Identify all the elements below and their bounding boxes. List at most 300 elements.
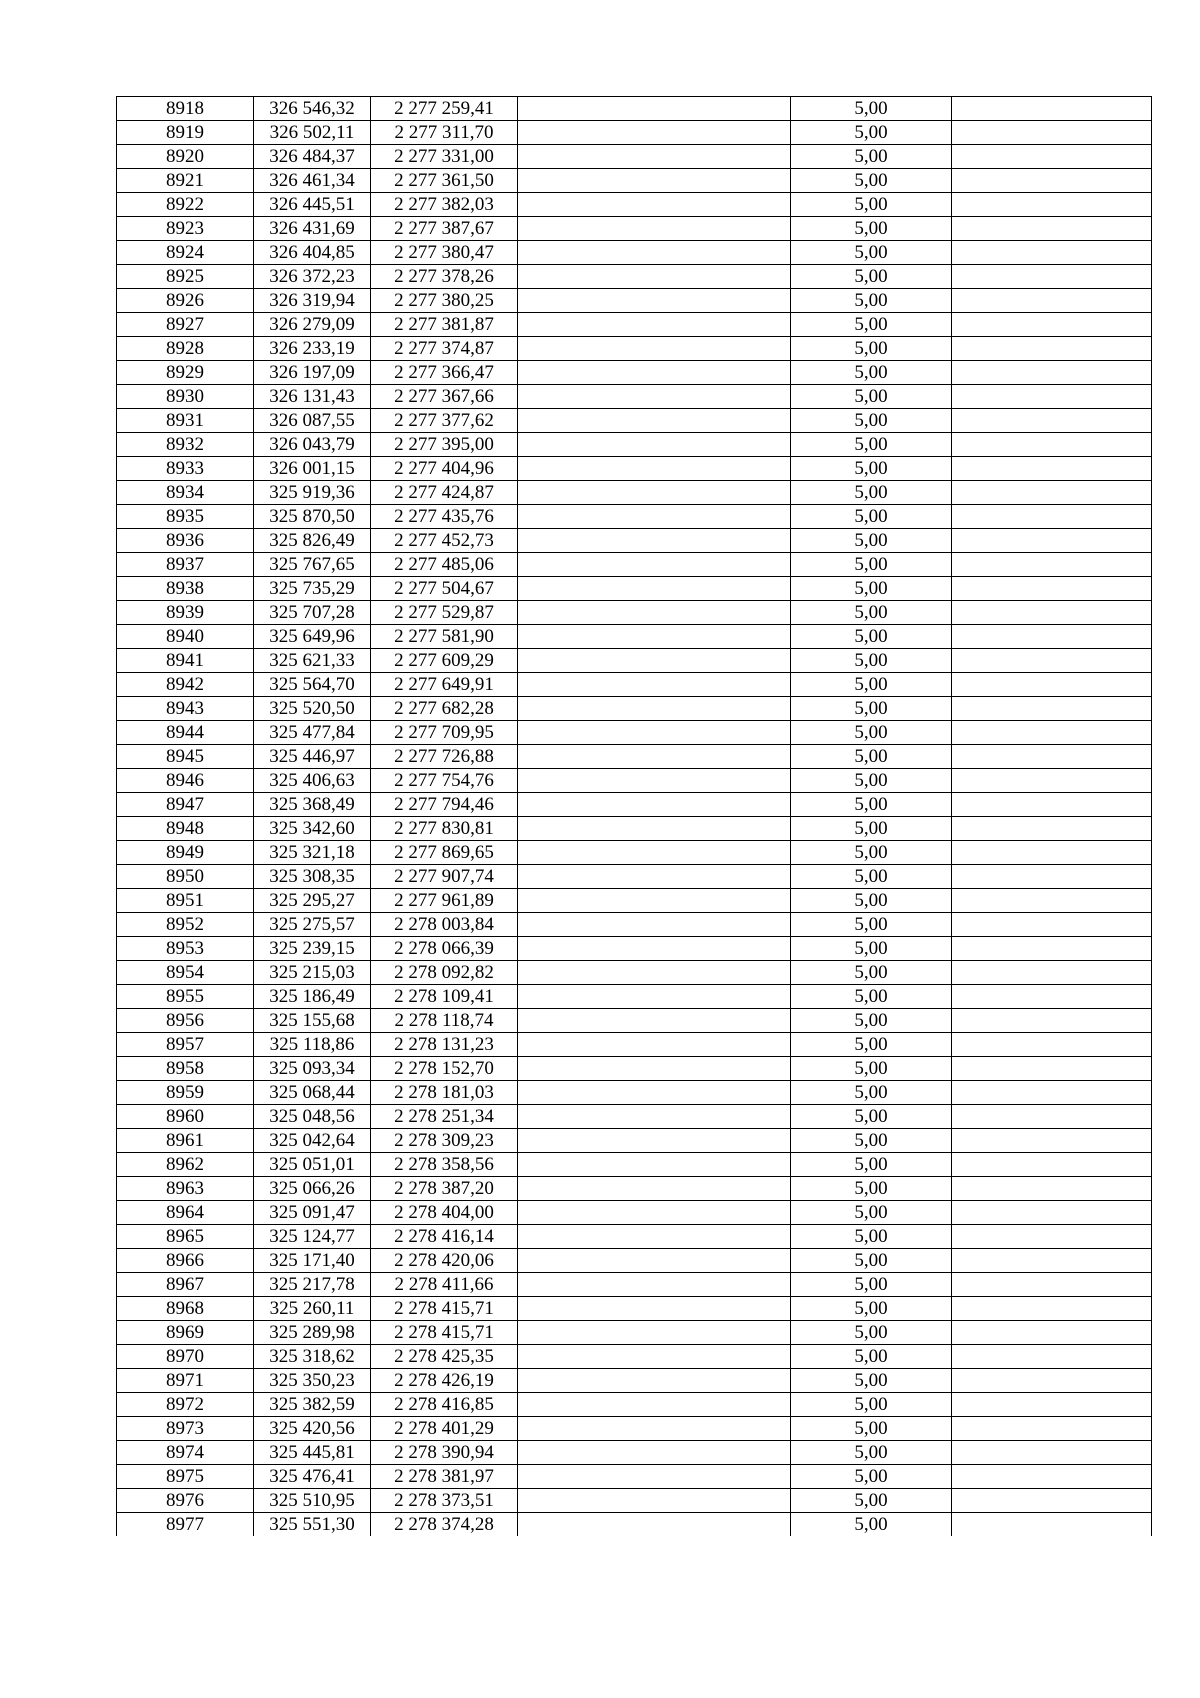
- empty-cell: [518, 1105, 791, 1129]
- point-number-cell: 8939: [117, 601, 254, 625]
- point-number-cell: 8922: [117, 193, 254, 217]
- value-cell: 5,00: [791, 769, 952, 793]
- empty-cell: [518, 721, 791, 745]
- x-coordinate-cell: 325 155,68: [254, 1009, 371, 1033]
- table-row: [117, 721, 1152, 745]
- y-coordinate-cell: 2 277 381,87: [371, 313, 518, 337]
- empty-cell: [952, 985, 1152, 1009]
- empty-cell: [518, 361, 791, 385]
- value-cell: 5,00: [791, 889, 952, 913]
- value-cell: 5,00: [791, 961, 952, 985]
- table-row: [117, 121, 1152, 145]
- empty-cell: [952, 961, 1152, 985]
- value-cell: 5,00: [791, 1273, 952, 1297]
- empty-cell: [518, 145, 791, 169]
- y-coordinate-cell: 2 278 425,35: [371, 1345, 518, 1369]
- empty-cell: [952, 769, 1152, 793]
- y-coordinate-cell: 2 277 378,26: [371, 265, 518, 289]
- empty-cell: [952, 1489, 1152, 1513]
- x-coordinate-cell: 325 350,23: [254, 1369, 371, 1393]
- coordinates-table: [116, 96, 1152, 1536]
- point-number-cell: 8936: [117, 529, 254, 553]
- empty-cell: [952, 145, 1152, 169]
- table-row: [117, 961, 1152, 985]
- empty-cell: [952, 433, 1152, 457]
- y-coordinate-cell: 2 277 424,87: [371, 481, 518, 505]
- empty-cell: [518, 673, 791, 697]
- empty-cell: [518, 337, 791, 361]
- table-row: [117, 625, 1152, 649]
- empty-cell: [952, 313, 1152, 337]
- empty-cell: [952, 697, 1152, 721]
- y-coordinate-cell: 2 278 415,71: [371, 1321, 518, 1345]
- point-number-cell: 8952: [117, 913, 254, 937]
- y-coordinate-cell: 2 278 416,14: [371, 1225, 518, 1249]
- x-coordinate-cell: 325 321,18: [254, 841, 371, 865]
- y-coordinate-cell: 2 277 529,87: [371, 601, 518, 625]
- x-coordinate-cell: 325 093,34: [254, 1057, 371, 1081]
- empty-cell: [518, 409, 791, 433]
- value-cell: 5,00: [791, 553, 952, 577]
- table-row: [117, 529, 1152, 553]
- point-number-cell: 8972: [117, 1393, 254, 1417]
- x-coordinate-cell: 326 197,09: [254, 361, 371, 385]
- x-coordinate-cell: 326 043,79: [254, 433, 371, 457]
- y-coordinate-cell: 2 278 415,71: [371, 1297, 518, 1321]
- empty-cell: [952, 721, 1152, 745]
- point-number-cell: 8976: [117, 1489, 254, 1513]
- point-number-cell: 8934: [117, 481, 254, 505]
- empty-cell: [518, 697, 791, 721]
- empty-cell: [952, 1081, 1152, 1105]
- empty-cell: [518, 985, 791, 1009]
- value-cell: 5,00: [791, 1393, 952, 1417]
- y-coordinate-cell: 2 278 387,20: [371, 1177, 518, 1201]
- empty-cell: [518, 1249, 791, 1273]
- empty-cell: [952, 361, 1152, 385]
- y-coordinate-cell: 2 277 366,47: [371, 361, 518, 385]
- y-coordinate-cell: 2 278 131,23: [371, 1033, 518, 1057]
- x-coordinate-cell: 326 484,37: [254, 145, 371, 169]
- empty-cell: [518, 1201, 791, 1225]
- value-cell: 5,00: [791, 121, 952, 145]
- point-number-cell: 8943: [117, 697, 254, 721]
- empty-cell: [952, 337, 1152, 361]
- value-cell: 5,00: [791, 601, 952, 625]
- table-row: [117, 1225, 1152, 1249]
- y-coordinate-cell: 2 277 754,76: [371, 769, 518, 793]
- empty-cell: [952, 1513, 1152, 1537]
- empty-cell: [518, 1297, 791, 1321]
- y-coordinate-cell: 2 278 374,28: [371, 1513, 518, 1537]
- point-number-cell: 8977: [117, 1513, 254, 1537]
- empty-cell: [518, 457, 791, 481]
- point-number-cell: 8966: [117, 1249, 254, 1273]
- y-coordinate-cell: 2 277 830,81: [371, 817, 518, 841]
- empty-cell: [952, 673, 1152, 697]
- x-coordinate-cell: 326 319,94: [254, 289, 371, 313]
- table-row: [117, 793, 1152, 817]
- x-coordinate-cell: 325 042,64: [254, 1129, 371, 1153]
- x-coordinate-cell: 326 001,15: [254, 457, 371, 481]
- x-coordinate-cell: 326 431,69: [254, 217, 371, 241]
- x-coordinate-cell: 326 087,55: [254, 409, 371, 433]
- empty-cell: [952, 409, 1152, 433]
- table-row: [117, 1345, 1152, 1369]
- value-cell: 5,00: [791, 385, 952, 409]
- y-coordinate-cell: 2 277 361,50: [371, 169, 518, 193]
- empty-cell: [518, 625, 791, 649]
- table-row: [117, 217, 1152, 241]
- empty-cell: [952, 793, 1152, 817]
- value-cell: 5,00: [791, 265, 952, 289]
- point-number-cell: 8929: [117, 361, 254, 385]
- empty-cell: [952, 1465, 1152, 1489]
- value-cell: 5,00: [791, 697, 952, 721]
- y-coordinate-cell: 2 277 726,88: [371, 745, 518, 769]
- x-coordinate-cell: 325 477,84: [254, 721, 371, 745]
- value-cell: 5,00: [791, 1201, 952, 1225]
- x-coordinate-cell: 325 308,35: [254, 865, 371, 889]
- x-coordinate-cell: 325 735,29: [254, 577, 371, 601]
- value-cell: 5,00: [791, 505, 952, 529]
- point-number-cell: 8957: [117, 1033, 254, 1057]
- value-cell: 5,00: [791, 241, 952, 265]
- value-cell: 5,00: [791, 673, 952, 697]
- y-coordinate-cell: 2 277 485,06: [371, 553, 518, 577]
- table-row: [117, 913, 1152, 937]
- value-cell: 5,00: [791, 1225, 952, 1249]
- empty-cell: [518, 1369, 791, 1393]
- value-cell: 5,00: [791, 481, 952, 505]
- table-row: [117, 649, 1152, 673]
- x-coordinate-cell: 326 131,43: [254, 385, 371, 409]
- y-coordinate-cell: 2 277 869,65: [371, 841, 518, 865]
- value-cell: 5,00: [791, 817, 952, 841]
- x-coordinate-cell: 325 239,15: [254, 937, 371, 961]
- y-coordinate-cell: 2 278 109,41: [371, 985, 518, 1009]
- y-coordinate-cell: 2 278 251,34: [371, 1105, 518, 1129]
- empty-cell: [518, 649, 791, 673]
- x-coordinate-cell: 325 295,27: [254, 889, 371, 913]
- empty-cell: [952, 265, 1152, 289]
- table-row: [117, 1489, 1152, 1513]
- x-coordinate-cell: 325 124,77: [254, 1225, 371, 1249]
- empty-cell: [952, 1249, 1152, 1273]
- empty-cell: [518, 1345, 791, 1369]
- empty-cell: [952, 1177, 1152, 1201]
- x-coordinate-cell: 325 342,60: [254, 817, 371, 841]
- empty-cell: [952, 241, 1152, 265]
- value-cell: 5,00: [791, 1489, 952, 1513]
- empty-cell: [952, 1369, 1152, 1393]
- table-row: [117, 457, 1152, 481]
- value-cell: 5,00: [791, 745, 952, 769]
- empty-cell: [518, 385, 791, 409]
- point-number-cell: 8950: [117, 865, 254, 889]
- value-cell: 5,00: [791, 865, 952, 889]
- y-coordinate-cell: 2 278 373,51: [371, 1489, 518, 1513]
- point-number-cell: 8951: [117, 889, 254, 913]
- empty-cell: [518, 1273, 791, 1297]
- value-cell: 5,00: [791, 1441, 952, 1465]
- empty-cell: [518, 433, 791, 457]
- table-row: [117, 1393, 1152, 1417]
- x-coordinate-cell: 325 767,65: [254, 553, 371, 577]
- x-coordinate-cell: 326 461,34: [254, 169, 371, 193]
- empty-cell: [518, 241, 791, 265]
- table-row: [117, 1009, 1152, 1033]
- y-coordinate-cell: 2 277 609,29: [371, 649, 518, 673]
- x-coordinate-cell: 325 048,56: [254, 1105, 371, 1129]
- value-cell: 5,00: [791, 1321, 952, 1345]
- x-coordinate-cell: 325 551,30: [254, 1513, 371, 1537]
- empty-cell: [952, 1441, 1152, 1465]
- empty-cell: [952, 1009, 1152, 1033]
- table-row: [117, 889, 1152, 913]
- value-cell: 5,00: [791, 313, 952, 337]
- table-row: [117, 1369, 1152, 1393]
- y-coordinate-cell: 2 277 907,74: [371, 865, 518, 889]
- table-row: [117, 1153, 1152, 1177]
- y-coordinate-cell: 2 277 331,00: [371, 145, 518, 169]
- table-row: [117, 337, 1152, 361]
- point-number-cell: 8938: [117, 577, 254, 601]
- value-cell: 5,00: [791, 937, 952, 961]
- y-coordinate-cell: 2 277 387,67: [371, 217, 518, 241]
- x-coordinate-cell: 325 446,97: [254, 745, 371, 769]
- empty-cell: [518, 313, 791, 337]
- table-row: [117, 1297, 1152, 1321]
- x-coordinate-cell: 325 476,41: [254, 1465, 371, 1489]
- empty-cell: [952, 937, 1152, 961]
- table-row: [117, 1321, 1152, 1345]
- empty-cell: [952, 169, 1152, 193]
- value-cell: 5,00: [791, 1009, 952, 1033]
- y-coordinate-cell: 2 278 381,97: [371, 1465, 518, 1489]
- point-number-cell: 8971: [117, 1369, 254, 1393]
- table-row: [117, 289, 1152, 313]
- empty-cell: [952, 601, 1152, 625]
- y-coordinate-cell: 2 278 404,00: [371, 1201, 518, 1225]
- table-row: [117, 145, 1152, 169]
- point-number-cell: 8958: [117, 1057, 254, 1081]
- empty-cell: [518, 1513, 791, 1537]
- value-cell: 5,00: [791, 1057, 952, 1081]
- table-row: [117, 1201, 1152, 1225]
- empty-cell: [518, 1225, 791, 1249]
- point-number-cell: 8949: [117, 841, 254, 865]
- y-coordinate-cell: 2 278 390,94: [371, 1441, 518, 1465]
- x-coordinate-cell: 325 826,49: [254, 529, 371, 553]
- value-cell: 5,00: [791, 1513, 952, 1537]
- value-cell: 5,00: [791, 169, 952, 193]
- table-row: [117, 1081, 1152, 1105]
- y-coordinate-cell: 2 277 649,91: [371, 673, 518, 697]
- table-row: [117, 865, 1152, 889]
- empty-cell: [952, 817, 1152, 841]
- empty-cell: [518, 841, 791, 865]
- value-cell: 5,00: [791, 793, 952, 817]
- y-coordinate-cell: 2 277 709,95: [371, 721, 518, 745]
- table-row: [117, 313, 1152, 337]
- value-cell: 5,00: [791, 217, 952, 241]
- y-coordinate-cell: 2 278 416,85: [371, 1393, 518, 1417]
- y-coordinate-cell: 2 278 309,23: [371, 1129, 518, 1153]
- table-row: [117, 1105, 1152, 1129]
- table-row: [117, 505, 1152, 529]
- point-number-cell: 8953: [117, 937, 254, 961]
- y-coordinate-cell: 2 277 382,03: [371, 193, 518, 217]
- point-number-cell: 8963: [117, 1177, 254, 1201]
- y-coordinate-cell: 2 277 581,90: [371, 625, 518, 649]
- empty-cell: [952, 577, 1152, 601]
- x-coordinate-cell: 326 445,51: [254, 193, 371, 217]
- empty-cell: [518, 1177, 791, 1201]
- table-row: [117, 1129, 1152, 1153]
- table-row: [117, 193, 1152, 217]
- table-row: [117, 241, 1152, 265]
- value-cell: 5,00: [791, 1129, 952, 1153]
- empty-cell: [952, 1105, 1152, 1129]
- y-coordinate-cell: 2 278 092,82: [371, 961, 518, 985]
- empty-cell: [518, 577, 791, 601]
- table-row: [117, 1249, 1152, 1273]
- point-number-cell: 8945: [117, 745, 254, 769]
- value-cell: 5,00: [791, 1345, 952, 1369]
- y-coordinate-cell: 2 278 426,19: [371, 1369, 518, 1393]
- empty-cell: [518, 481, 791, 505]
- empty-cell: [952, 1417, 1152, 1441]
- y-coordinate-cell: 2 277 435,76: [371, 505, 518, 529]
- x-coordinate-cell: 326 546,32: [254, 97, 371, 121]
- x-coordinate-cell: 325 186,49: [254, 985, 371, 1009]
- y-coordinate-cell: 2 277 794,46: [371, 793, 518, 817]
- table-row: [117, 601, 1152, 625]
- empty-cell: [952, 1225, 1152, 1249]
- empty-cell: [518, 769, 791, 793]
- table-row: [117, 97, 1152, 121]
- table-row: [117, 841, 1152, 865]
- value-cell: 5,00: [791, 577, 952, 601]
- point-number-cell: 8962: [117, 1153, 254, 1177]
- x-coordinate-cell: 325 260,11: [254, 1297, 371, 1321]
- point-number-cell: 8933: [117, 457, 254, 481]
- empty-cell: [518, 1033, 791, 1057]
- table-row: [117, 745, 1152, 769]
- table-row: [117, 385, 1152, 409]
- empty-cell: [952, 1321, 1152, 1345]
- empty-cell: [518, 529, 791, 553]
- point-number-cell: 8918: [117, 97, 254, 121]
- value-cell: 5,00: [791, 1417, 952, 1441]
- empty-cell: [518, 1321, 791, 1345]
- table-row: [117, 409, 1152, 433]
- empty-cell: [518, 865, 791, 889]
- point-number-cell: 8967: [117, 1273, 254, 1297]
- empty-cell: [518, 1057, 791, 1081]
- empty-cell: [952, 217, 1152, 241]
- empty-cell: [952, 505, 1152, 529]
- point-number-cell: 8919: [117, 121, 254, 145]
- table-row: [117, 433, 1152, 457]
- empty-cell: [518, 793, 791, 817]
- x-coordinate-cell: 325 870,50: [254, 505, 371, 529]
- empty-cell: [518, 553, 791, 577]
- empty-cell: [518, 289, 791, 313]
- y-coordinate-cell: 2 278 420,06: [371, 1249, 518, 1273]
- x-coordinate-cell: 325 215,03: [254, 961, 371, 985]
- empty-cell: [518, 889, 791, 913]
- empty-cell: [952, 1153, 1152, 1177]
- point-number-cell: 8930: [117, 385, 254, 409]
- empty-cell: [518, 937, 791, 961]
- table-row: [117, 577, 1152, 601]
- empty-cell: [952, 1273, 1152, 1297]
- coordinates-table-body: [117, 97, 1152, 1537]
- point-number-cell: 8955: [117, 985, 254, 1009]
- x-coordinate-cell: 326 372,23: [254, 265, 371, 289]
- empty-cell: [518, 217, 791, 241]
- point-number-cell: 8968: [117, 1297, 254, 1321]
- table-row: [117, 985, 1152, 1009]
- point-number-cell: 8920: [117, 145, 254, 169]
- table-row: [117, 265, 1152, 289]
- empty-cell: [518, 1489, 791, 1513]
- empty-cell: [952, 865, 1152, 889]
- point-number-cell: 8975: [117, 1465, 254, 1489]
- value-cell: 5,00: [791, 649, 952, 673]
- empty-cell: [518, 1009, 791, 1033]
- empty-cell: [518, 505, 791, 529]
- x-coordinate-cell: 325 118,86: [254, 1033, 371, 1057]
- empty-cell: [952, 1057, 1152, 1081]
- value-cell: 5,00: [791, 1465, 952, 1489]
- x-coordinate-cell: 325 420,56: [254, 1417, 371, 1441]
- empty-cell: [518, 1081, 791, 1105]
- empty-cell: [518, 1153, 791, 1177]
- y-coordinate-cell: 2 277 380,47: [371, 241, 518, 265]
- value-cell: 5,00: [791, 1081, 952, 1105]
- point-number-cell: 8923: [117, 217, 254, 241]
- empty-cell: [952, 1393, 1152, 1417]
- y-coordinate-cell: 2 277 682,28: [371, 697, 518, 721]
- y-coordinate-cell: 2 277 961,89: [371, 889, 518, 913]
- empty-cell: [952, 841, 1152, 865]
- x-coordinate-cell: 325 368,49: [254, 793, 371, 817]
- empty-cell: [952, 481, 1152, 505]
- point-number-cell: 8942: [117, 673, 254, 697]
- point-number-cell: 8944: [117, 721, 254, 745]
- y-coordinate-cell: 2 278 066,39: [371, 937, 518, 961]
- value-cell: 5,00: [791, 985, 952, 1009]
- empty-cell: [952, 385, 1152, 409]
- empty-cell: [952, 649, 1152, 673]
- value-cell: 5,00: [791, 1153, 952, 1177]
- empty-cell: [952, 193, 1152, 217]
- value-cell: 5,00: [791, 409, 952, 433]
- empty-cell: [518, 193, 791, 217]
- empty-cell: [518, 121, 791, 145]
- value-cell: 5,00: [791, 289, 952, 313]
- point-number-cell: 8970: [117, 1345, 254, 1369]
- x-coordinate-cell: 325 068,44: [254, 1081, 371, 1105]
- empty-cell: [518, 745, 791, 769]
- value-cell: 5,00: [791, 721, 952, 745]
- empty-cell: [518, 1441, 791, 1465]
- value-cell: 5,00: [791, 913, 952, 937]
- y-coordinate-cell: 2 277 380,25: [371, 289, 518, 313]
